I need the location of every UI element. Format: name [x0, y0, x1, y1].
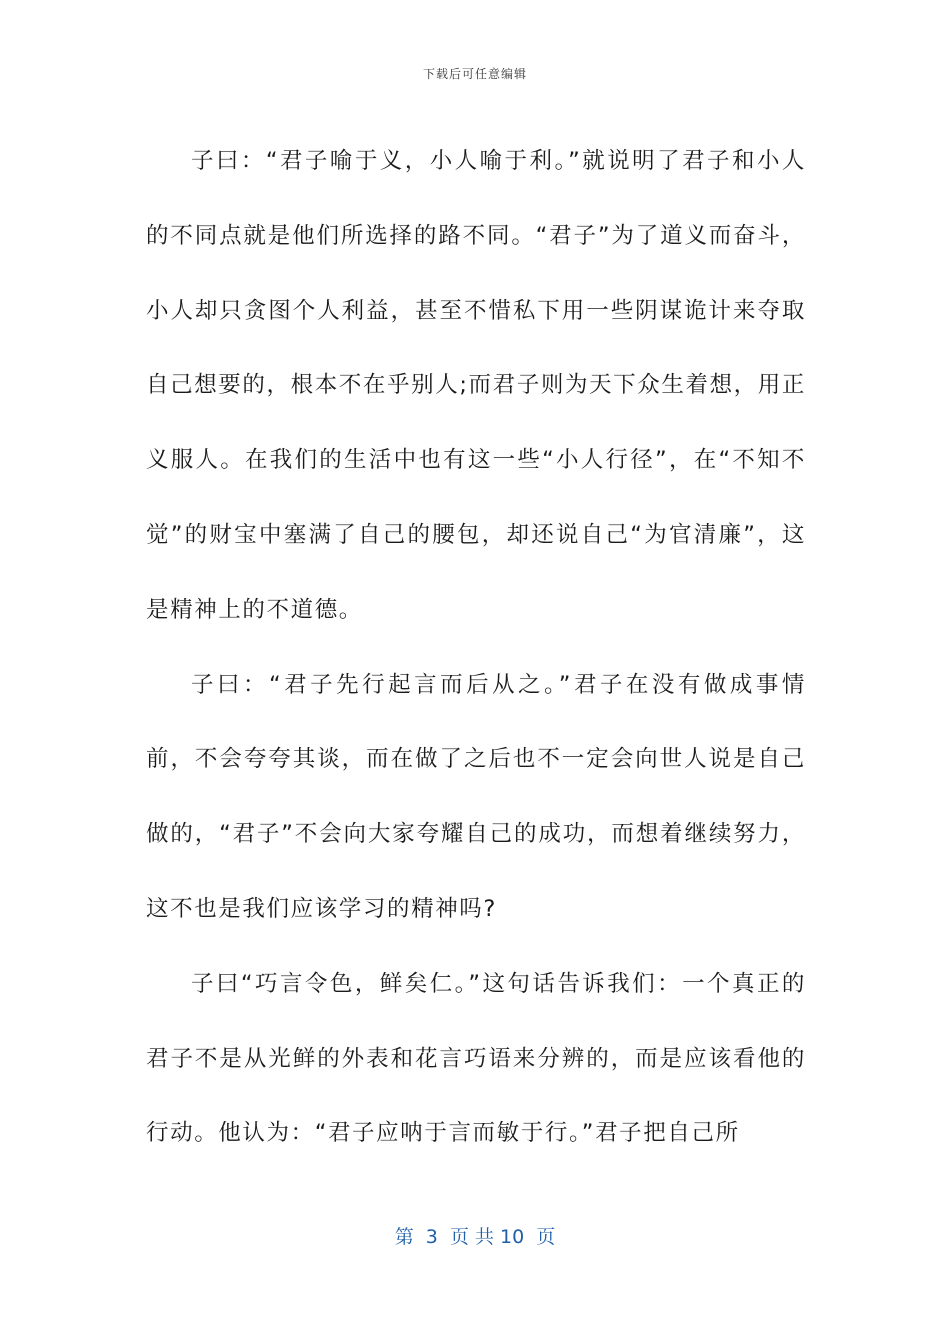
page-footer: 第 3 页 共 10 页	[394, 1226, 556, 1248]
header-note: 下载后可任意编辑	[422, 67, 527, 81]
body-text	[146, 124, 806, 1171]
paragraph-1: 子曰：“君子喻于义，小人喻于利。”就说明了君子和小人的不同点就是他们所选择的路不同。“君子”为了道义而奋斗，小人却只贪图个人利益，甚至不惜私下用一些阴谋诡计来夺取自己想要的，根本不在乎别人;而君子则为天下众生着想，用正义服人。在我们的生活中也有这一些“小人行径”，在“不知不觉”的财宝中塞满了自己的腰包，却还说自己“为官清廉”，这是精神上的不道德。	[146, 148, 806, 623]
paragraph-2: 子曰：“君子先行起言而后从之。”君子在没有做成事情前，不会夸夸其谈，而在做了之后也不一定会向世人说是自己做的，“君子”不会向大家夸耀自己的成功，而想着继续努力，这不也是我们应该学习的精神吗?	[146, 671, 806, 922]
paragraph-3: 子曰“巧言令色，鲜矣仁。”这句话告诉我们：一个真正的君子不是从光鲜的外表和花言巧语来分辨的，而是应该看他的行动。他认为：“君子应呐于言而敏于行。”君子把自己所	[146, 970, 806, 1147]
